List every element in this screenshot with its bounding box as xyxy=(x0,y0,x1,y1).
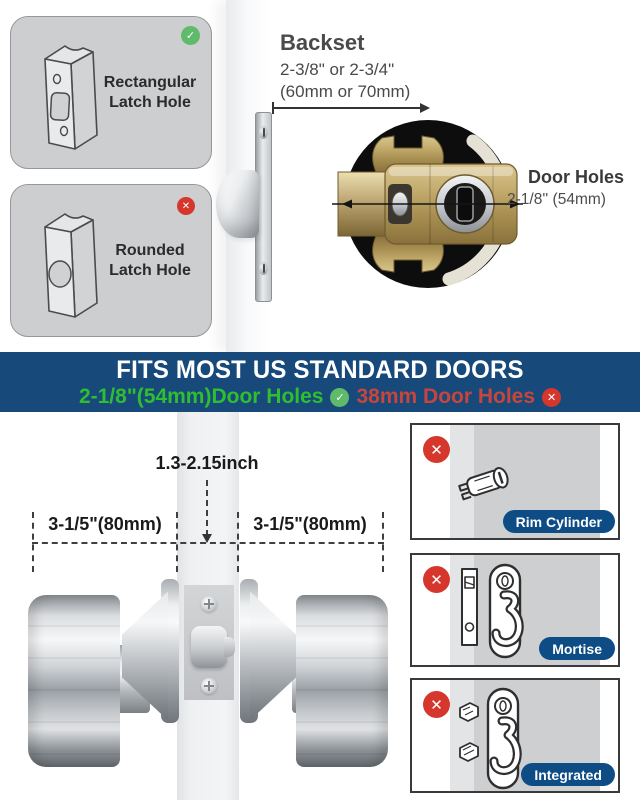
incompatible-label-pill: Mortise xyxy=(539,637,615,660)
rectangular-latch-plate-icon xyxy=(29,37,107,159)
cross-badge-icon: ✕ xyxy=(423,691,450,718)
incompatible-label-pill: Integrated xyxy=(521,763,615,786)
thickness-label: 1.3-2.15inch xyxy=(155,453,259,473)
thickness-dim-line xyxy=(206,480,208,536)
screw-icon xyxy=(259,126,268,139)
backset-metric: (60mm or 70mm) xyxy=(280,82,411,102)
check-badge-icon: ✓ xyxy=(330,388,349,407)
knob-cone-right xyxy=(250,589,296,723)
cross-badge-icon: ✕ xyxy=(542,388,561,407)
screw-icon xyxy=(201,678,217,694)
left-width-label: 3-1/5"(80mm) xyxy=(48,514,162,534)
dim-boundary-door-left xyxy=(176,512,178,572)
mortise-lock-icon xyxy=(456,563,540,661)
backset-imperial: 2-3/8" or 2-3/4" xyxy=(280,60,395,79)
integrated-panel xyxy=(410,678,620,793)
dim-boundary-right xyxy=(382,512,384,572)
door-holes-size: 2-1/8'' (54mm) xyxy=(507,191,606,208)
door-holes-title: Door Holes xyxy=(528,167,625,187)
backset-block xyxy=(280,30,510,103)
backset-title: Backset xyxy=(280,30,365,55)
knob-latch-catch xyxy=(224,637,235,657)
banner-no-text: 38mm Door Holes xyxy=(356,385,536,408)
banner-title: FITS MOST US STANDARD DOORS xyxy=(116,356,524,384)
door-knob-right xyxy=(296,595,388,767)
banner xyxy=(0,352,640,412)
rounded-latch-plate-icon xyxy=(29,205,107,327)
rim-cylinder-panel xyxy=(410,423,620,540)
check-badge-icon: ✓ xyxy=(181,26,200,45)
panel-label: Rectangular Latch Hole xyxy=(103,74,197,111)
mortise-panel xyxy=(410,553,620,667)
rim-cylinder-icon xyxy=(452,455,524,513)
width-dim-line xyxy=(32,542,384,544)
cross-badge-icon: ✕ xyxy=(423,566,450,593)
latch-bolt xyxy=(216,170,259,238)
banner-ok-text: 2-1/8"(54mm)Door Holes xyxy=(78,385,324,408)
rounded-latch-panel xyxy=(10,184,212,337)
dim-boundary-door-right xyxy=(237,512,239,572)
right-width-label: 3-1/5"(80mm) xyxy=(253,514,367,534)
cross-badge-icon: ✕ xyxy=(423,436,450,463)
cross-badge-icon: ✕ xyxy=(177,197,195,215)
panel-label: Rounded Latch Hole xyxy=(109,242,191,279)
door-knob-left xyxy=(28,595,120,767)
knob-latch-bolt xyxy=(191,626,227,668)
screw-icon xyxy=(201,596,217,612)
banner-subtitle xyxy=(0,385,640,409)
rectangular-latch-panel xyxy=(10,16,212,169)
dim-boundary-left xyxy=(32,512,34,572)
screw-icon xyxy=(259,262,268,275)
incompatible-label-pill: Rim Cylinder xyxy=(503,510,615,533)
